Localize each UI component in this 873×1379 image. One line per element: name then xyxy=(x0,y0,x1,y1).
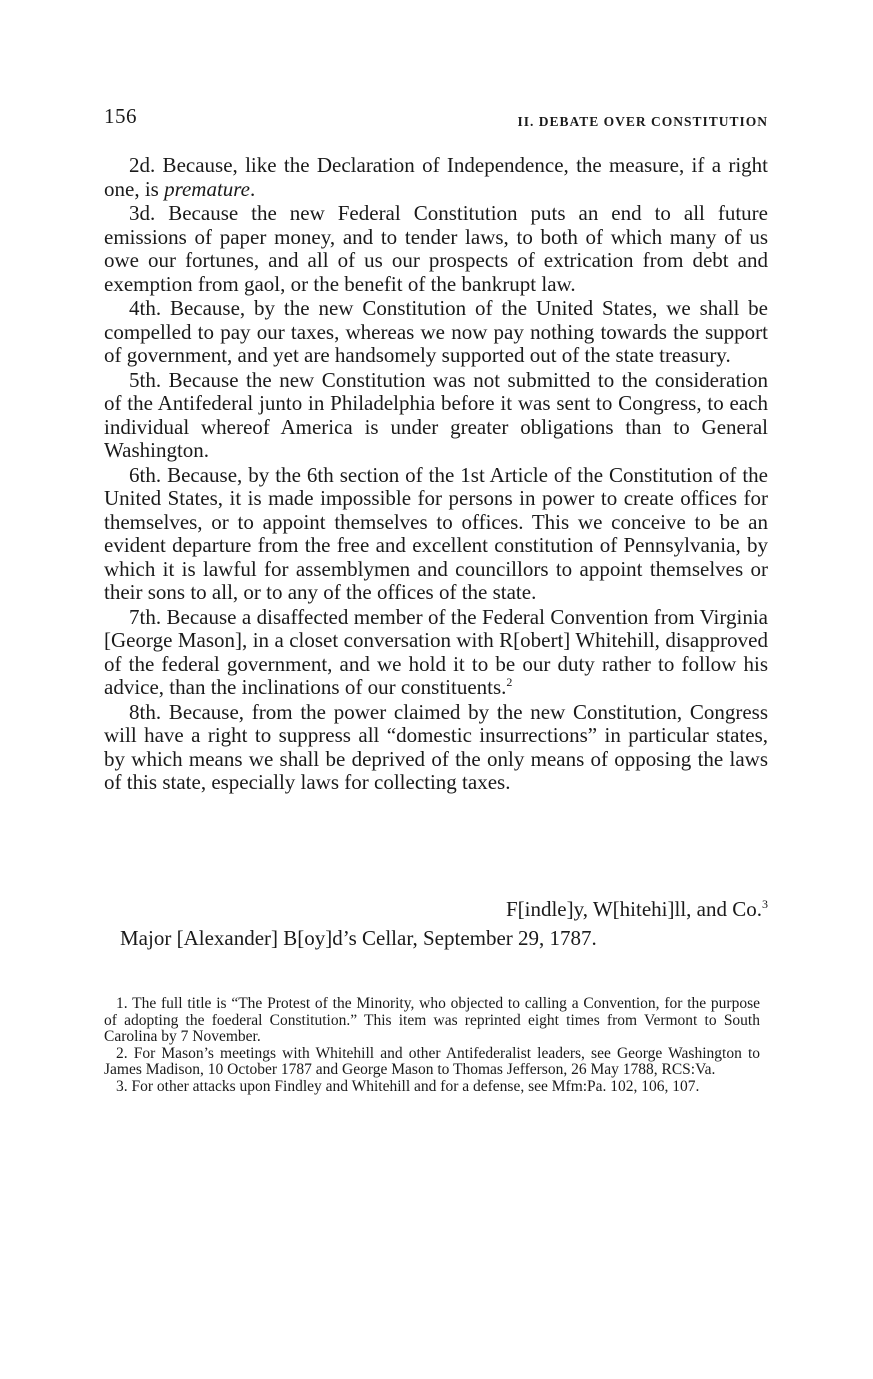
footnote-ref: 2 xyxy=(506,675,513,689)
paragraph-5th: 5th. Because the new Constitution was not submitted to the consideration of the Antifederal junto in Philadelphia before it was sent to Congress, to each individual whereof America is under greater obligations than to General Washington. xyxy=(104,367,768,462)
paragraph-7th xyxy=(104,606,768,700)
paragraph-italic: premature xyxy=(164,176,251,201)
paragraph-3d: 3d. Because the new Federal Constitution puts an end to all future emissions of paper money, and to tender laws, to both of which many of us owe our fortunes, and all of us our prospects of extrication from debt and exemption from gaol, or the benefit of the bankrupt law. xyxy=(104,201,768,296)
paragraph-text: . xyxy=(250,176,256,201)
page-header xyxy=(104,104,768,134)
signature-text: F[indle]y, W[hitehi]ll, and Co. xyxy=(505,897,762,921)
paragraph-6th: 6th. Because, by the 6th section of the 1st Article of the Constitution of the United States, it is made impossible for persons in power to create offices for themselves, or to appoint themselves to offices. This we conceive to be an evident departure from the free and excellent constitution of Pennsylvania, by which it is lawful for assemblymen and councillors to appoint themselves or their sons to all, or to any of the offices of the state. xyxy=(104,462,768,604)
signature xyxy=(506,896,768,922)
footnotes xyxy=(104,996,760,1095)
paragraph-4th: 4th. Because, by the new Constitution of the United States, we shall be compelled to pay our taxes, whereas we now pay nothing towards the support of government, and yet are handsomely supported out of the state treasury. xyxy=(104,296,768,367)
footnote-ref: 3 xyxy=(762,897,768,911)
body-text xyxy=(104,154,768,796)
footnote-3: 3. For other attacks upon Findley and Whitehill and for a defense, see Mfm:Pa. 102, 106, 107. xyxy=(116,1077,700,1095)
running-head: II. DEBATE OVER CONSTITUTION xyxy=(517,114,768,129)
paragraph-8th: 8th. Because, from the power claimed by the new Constitution, Congress will have a right to suppress all “domestic insurrections” in particular states, by which means we shall be deprived of the only means of opposing the laws of this state, especially laws for collecting taxes. xyxy=(104,699,768,794)
footnote-2: 2. For Mason’s meetings with Whitehill and other Antifederalist leaders, see George Washington to James Madison, 10 October 1787 and George Mason to Thomas Jefferson, 26 May 1788, RCS:Va. xyxy=(104,1044,760,1078)
paragraph-text: 7th. Because a disaffected member of the Federal Convention from Virginia [George Mason], in a closet conversation with R[obert] Whitehill, disapproved of the federal government, and we hold it to be our duty rather to follow his advice, than the inclinations of our constituents. xyxy=(104,604,768,699)
paragraph-text: 2d. Because, like the Declaration of Independence, the measure, if a right one, is xyxy=(104,153,768,201)
paragraph-2d xyxy=(104,154,768,201)
dateline: Major [Alexander] B[oy]d’s Cellar, September 29, 1787. xyxy=(120,926,597,950)
page-number: 156 xyxy=(104,104,137,128)
footnote-1: 1. The full title is “The Protest of the Minority, who objected to calling a Convention, for the purpose of adopting the foederal Constitution.” This item was reprinted eight times from Vermont to South Carolina by 7 November. xyxy=(104,995,760,1045)
